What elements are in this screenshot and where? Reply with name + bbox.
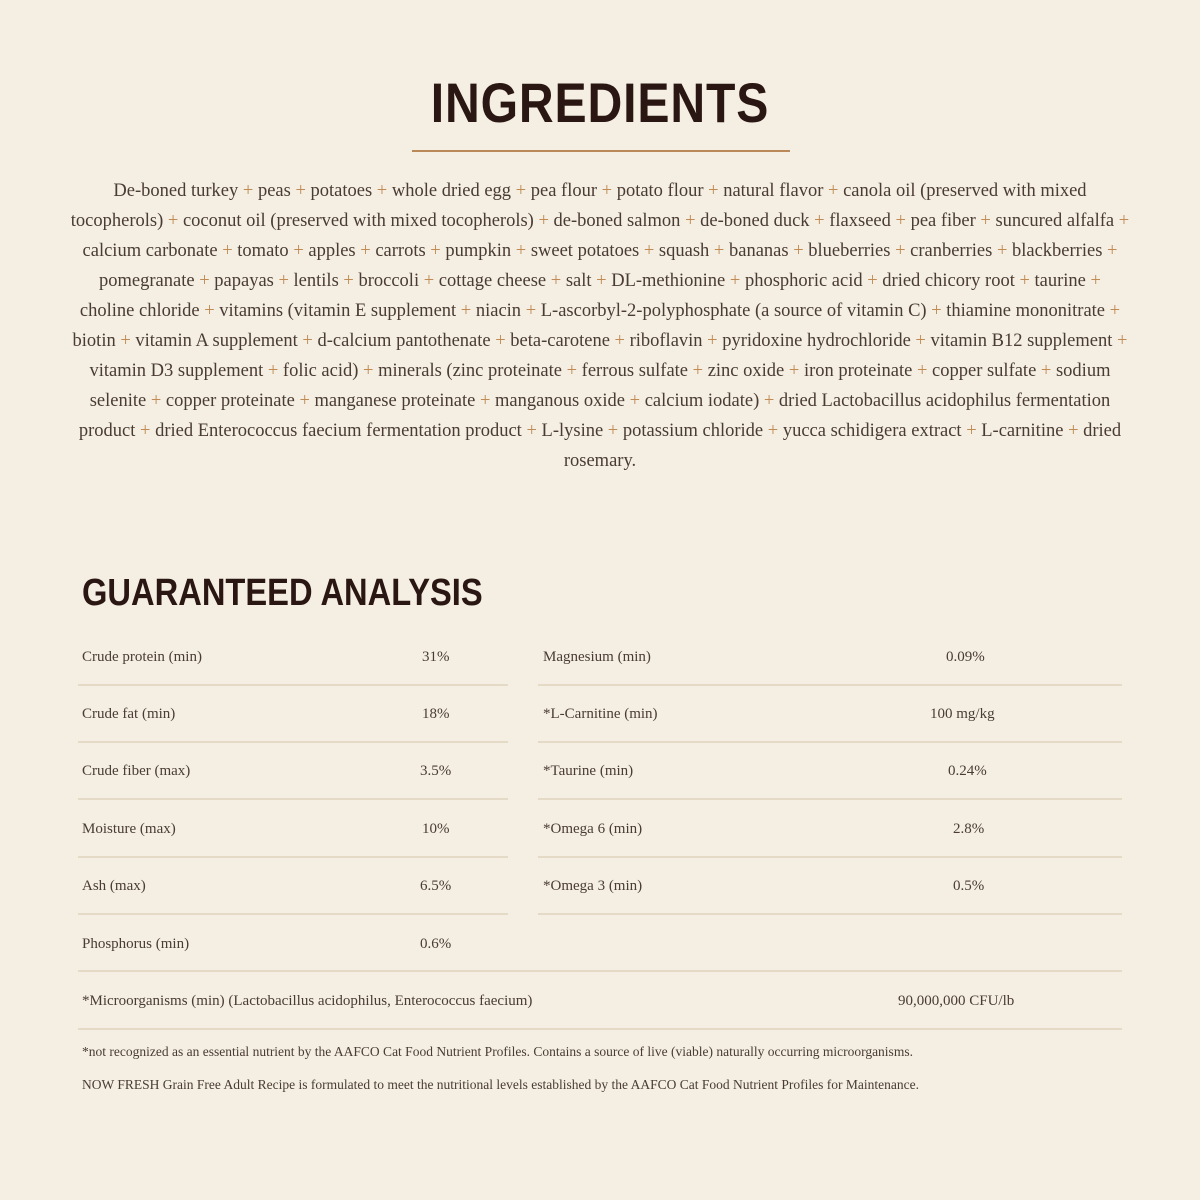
analysis-label: *Omega 6 (min) [543, 821, 643, 837]
row-divider [538, 684, 1122, 686]
ingredient-item: copper proteinate [165, 391, 295, 411]
ingredients-title: INGREDIENTS [430, 71, 770, 134]
ingredient-separator: + [596, 271, 607, 291]
ingredient-item: vitamin D3 supplement [89, 361, 264, 381]
analysis-value: 10% [422, 821, 450, 837]
ingredient-item: choline chloride [79, 301, 200, 321]
analysis-label: *L-Carnitine (min) [543, 706, 658, 722]
ingredient-separator: + [267, 361, 279, 381]
ingredient-separator: + [460, 301, 472, 321]
ingredient-separator: + [1068, 421, 1079, 441]
ingredient-item: thiamine mononitrate [946, 301, 1106, 321]
row-divider [78, 856, 508, 858]
microorganisms-label: *Microorganisms (min) (Lactobacillus acidophilus, Enterococcus faecium) [82, 993, 533, 1009]
ingredient-item: taurine [1034, 271, 1086, 291]
row-divider [78, 741, 508, 743]
ingredient-separator: + [515, 241, 527, 261]
analysis-label: Crude protein (min) [82, 649, 202, 665]
ingredient-item: dried rosemary. [563, 421, 1122, 471]
ingredient-separator: + [525, 301, 537, 321]
ingredient-separator: + [966, 421, 977, 441]
ingredient-separator: + [423, 271, 435, 291]
ingredient-separator: + [614, 331, 625, 351]
ingredient-item: pyridoxine hydrochloride [722, 331, 911, 351]
ingredient-item: ferrous sulfate [581, 361, 689, 381]
ingredient-item: sweet potatoes [530, 241, 640, 261]
ingredient-separator: + [299, 391, 310, 411]
analysis-label: Moisture (max) [82, 821, 176, 837]
ingredient-item: bananas [728, 241, 789, 261]
ingredient-item: biotin [72, 331, 116, 351]
ingredient-separator: + [526, 421, 537, 441]
ingredient-item: minerals (zinc proteinate [378, 361, 562, 381]
footnote-formulation: NOW FRESH Grain Free Adult Recipe is formulated to meet the nutritional levels established by the AAFCO Cat Food Nutrient Profiles for Maintenance. [82, 1077, 919, 1092]
ingredient-separator: + [767, 421, 779, 441]
ingredient-separator: + [360, 241, 371, 261]
ingredient-item: DL-methionine [611, 271, 726, 291]
row-divider [538, 798, 1122, 800]
ingredient-separator: + [376, 181, 388, 201]
analysis-label: *Omega 3 (min) [543, 878, 643, 894]
ingredient-separator: + [1117, 331, 1128, 351]
ingredient-item: d-calcium pantothenate [317, 331, 491, 351]
analysis-value: 3.5% [420, 763, 452, 779]
ingredient-separator: + [629, 391, 641, 411]
ingredient-item: pumpkin [445, 241, 512, 261]
ingredient-separator: + [242, 181, 254, 201]
ingredient-item: iron proteinate [803, 361, 913, 381]
ingredient-item: L-ascorbyl-2-polyphosphate (a source of vitamin C) [540, 301, 927, 321]
ingredient-separator: + [895, 241, 906, 261]
analysis-label: Ash (max) [82, 878, 146, 894]
ingredient-separator: + [708, 181, 719, 201]
ingredient-item: phosphoric acid [744, 271, 863, 291]
ingredient-item: canola oil (preserved with mixed tocopherols) [70, 181, 1087, 231]
ingredient-item: papayas [214, 271, 274, 291]
analysis-label: *Taurine (min) [543, 763, 634, 779]
title-divider [412, 150, 790, 152]
analysis-value: 0.24% [948, 763, 987, 779]
ingredient-separator: + [996, 241, 1008, 261]
ingredient-item: De-boned turkey [113, 181, 239, 201]
ingredient-item: de-boned salmon [553, 211, 681, 231]
ingredient-item: potassium chloride [622, 421, 764, 441]
microorganisms-value: 90,000,000 CFU/lb [898, 993, 1015, 1009]
row-divider [78, 913, 508, 915]
ingredient-item: niacin [475, 301, 522, 321]
ingredient-item: pea fiber [910, 211, 976, 231]
ingredient-separator: + [707, 331, 718, 351]
ingredient-item: beta-carotene [510, 331, 610, 351]
ingredient-separator: + [1090, 271, 1101, 291]
ingredient-item: broccoli [358, 271, 420, 291]
ingredient-item: blackberries [1012, 241, 1103, 261]
ingredient-separator: + [828, 181, 839, 201]
ingredient-item: sodium selenite [89, 361, 1111, 411]
ingredient-separator: + [295, 181, 306, 201]
ingredient-separator: + [814, 211, 825, 231]
ingredient-item: lentils [293, 271, 339, 291]
ingredient-separator: + [601, 181, 613, 201]
ingredient-item: vitamin A supplement [135, 331, 298, 351]
ingredient-item: flaxseed [829, 211, 891, 231]
analysis-value: 100 mg/kg [930, 706, 995, 722]
ingredient-item: salt [565, 271, 592, 291]
ingredient-item: pea flour [530, 181, 597, 201]
ingredients-list [70, 176, 1130, 476]
ingredient-item: pomegranate [99, 271, 195, 291]
ingredient-item: potato flour [616, 181, 704, 201]
ingredient-separator: + [278, 271, 289, 291]
ingredient-item: calcium carbonate [82, 241, 218, 261]
ingredient-separator: + [685, 211, 696, 231]
ingredient-item: suncured alfalfa [995, 211, 1115, 231]
ingredient-separator: + [931, 301, 942, 321]
ingredient-separator: + [538, 211, 549, 231]
analysis-label: Crude fiber (max) [82, 763, 191, 779]
ingredient-item: apples [308, 241, 356, 261]
ingredient-item: peas [257, 181, 291, 201]
ingredient-item: blueberries [808, 241, 891, 261]
ingredient-item: L-carnitine [981, 421, 1064, 441]
ingredient-item: zinc oxide [707, 361, 785, 381]
ingredient-item: tomato [237, 241, 289, 261]
ingredient-separator: + [763, 391, 775, 411]
ingredient-separator: + [293, 241, 304, 261]
ingredient-item: L-lysine [541, 421, 604, 441]
row-divider [538, 856, 1122, 858]
ingredient-separator: + [607, 421, 619, 441]
ingredient-separator: + [515, 181, 527, 201]
ingredient-separator: + [1107, 241, 1118, 261]
ingredient-separator: + [199, 271, 210, 291]
ingredient-separator: + [302, 331, 313, 351]
analysis-value: 18% [422, 706, 450, 722]
ingredient-item: folic acid) [282, 361, 359, 381]
analysis-value: 6.5% [420, 878, 452, 894]
analysis-value: 0.5% [953, 878, 985, 894]
ingredient-separator: + [120, 331, 131, 351]
ingredient-item: vitamin B12 supplement [930, 331, 1113, 351]
row-divider [78, 684, 508, 686]
ingredient-separator: + [204, 301, 215, 321]
ingredient-separator: + [430, 241, 441, 261]
ingredient-separator: + [140, 421, 151, 441]
ingredient-separator: + [980, 211, 991, 231]
ingredient-separator: + [915, 331, 926, 351]
row-divider [78, 970, 1122, 972]
ingredient-item: dried chicory root [882, 271, 1015, 291]
ingredient-item: natural flavor [723, 181, 824, 201]
ingredient-item: whole dried egg [391, 181, 512, 201]
ingredient-item: squash [658, 241, 710, 261]
ingredient-separator: + [729, 271, 741, 291]
ingredient-separator: + [643, 241, 655, 261]
analysis-value: 31% [422, 649, 450, 665]
ingredient-separator: + [793, 241, 804, 261]
ingredient-separator: + [495, 331, 506, 351]
ingredient-separator: + [167, 211, 179, 231]
ingredient-separator: + [867, 271, 878, 291]
ingredient-separator: + [150, 391, 162, 411]
footnote-aafco: *not recognized as an essential nutrient by the AAFCO Cat Food Nutrient Profiles. Contains a source of live (viable) naturally occurring microorganisms. [82, 1044, 913, 1059]
ingredient-separator: + [916, 361, 928, 381]
ingredient-item: coconut oil (preserved with mixed tocopherols) [182, 211, 534, 231]
ingredient-item: dried Enterococcus faecium fermentation product [155, 421, 522, 441]
analysis-value: 0.09% [946, 649, 985, 665]
ingredient-item: potatoes [310, 181, 373, 201]
ingredient-item: de-boned duck [700, 211, 810, 231]
analysis-value: 2.8% [953, 821, 985, 837]
ingredient-separator: + [479, 391, 491, 411]
ingredient-item: yucca schidigera extract [782, 421, 962, 441]
ingredient-item: manganese proteinate [314, 391, 476, 411]
ingredient-separator: + [1019, 271, 1030, 291]
ingredient-separator: + [1040, 361, 1052, 381]
ingredient-separator: + [713, 241, 725, 261]
analysis-label: Phosphorus (min) [82, 936, 190, 952]
analysis-label: Magnesium (min) [543, 649, 651, 665]
ingredient-item: dried Lactobacillus acidophilus fermentation product [78, 391, 1111, 441]
ingredient-item: riboflavin [629, 331, 703, 351]
ingredient-separator: + [692, 361, 704, 381]
ingredient-separator: + [343, 271, 354, 291]
ingredient-item: vitamins (vitamin E supplement [219, 301, 457, 321]
row-divider [78, 798, 508, 800]
ingredient-separator: + [222, 241, 233, 261]
row-divider [78, 1028, 1122, 1030]
ingredient-item: calcium iodate) [644, 391, 760, 411]
ingredient-item: manganous oxide [495, 391, 625, 411]
guaranteed-analysis-title: GUARANTEED ANALYSIS [82, 572, 483, 614]
ingredient-separator: + [566, 361, 578, 381]
ingredient-separator: + [788, 361, 800, 381]
analysis-label: Crude fat (min) [82, 706, 176, 722]
ingredient-item: copper sulfate [932, 361, 1037, 381]
ingredient-item: cottage cheese [438, 271, 547, 291]
ingredient-separator: + [550, 271, 562, 291]
ingredient-separator: + [363, 361, 374, 381]
ingredient-item: cranberries [910, 241, 993, 261]
row-divider [538, 913, 1122, 915]
ingredient-item: carrots [375, 241, 426, 261]
ingredient-separator: + [1109, 301, 1121, 321]
row-divider [538, 741, 1122, 743]
ingredient-separator: + [895, 211, 906, 231]
ingredient-separator: + [1118, 211, 1130, 231]
analysis-value: 0.6% [420, 936, 452, 952]
